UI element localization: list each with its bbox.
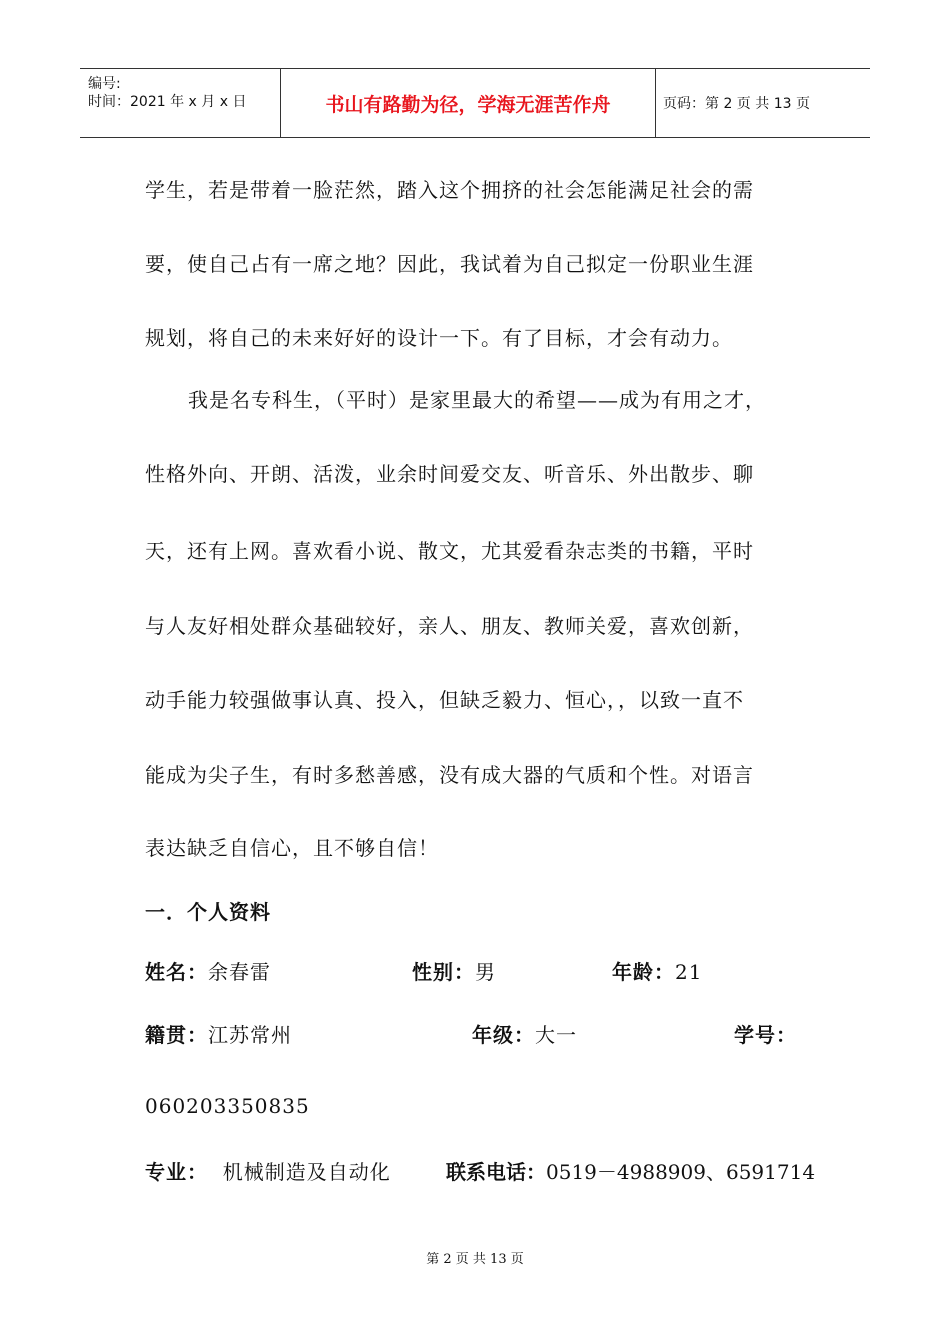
section-title: 一．个人资料 [145, 900, 271, 924]
name-row [145, 956, 271, 985]
student-id-label: 学号： [734, 1023, 797, 1047]
paragraph-line: 学生，若是带着一脸茫然，踏入这个拥挤的社会怎能满足社会的需 [145, 178, 754, 202]
paragraph-line: 与人友好相处群众基础较好，亲人、朋友、教师关爱，喜欢创新， [145, 614, 754, 638]
gender-row [412, 956, 496, 985]
document-header [80, 68, 870, 138]
paragraph-line: 动手能力较强做事认真、投入，但缺乏毅力、恒心，，以致一直不 [145, 688, 744, 712]
document-date: 时间：2021 年 x 月 x 日 [88, 94, 247, 110]
major-value: 机械制造及自动化 [222, 1160, 391, 1184]
grade-value: 大一 [535, 1023, 577, 1047]
major-row [145, 1156, 391, 1185]
name-label: 姓名： [145, 960, 208, 984]
phone-value: 0519－4988909、6591714 [546, 1160, 816, 1184]
name-value: 余春雷 [208, 960, 271, 984]
document-number-label: 编号: [88, 76, 121, 92]
paragraph-line: 天，还有上网。喜欢看小说、散文，尤其爱看杂志类的书籍，平时 [145, 539, 754, 563]
paragraph-line: 要，使自己占有一席之地？因此，我试着为自己拟定一份职业生涯 [145, 252, 754, 276]
age-value: 21 [675, 960, 703, 984]
hometown-label: 籍贯： [145, 1023, 208, 1047]
gender-value: 男 [475, 960, 496, 984]
grade-label: 年级： [472, 1023, 535, 1047]
phone-label: 联系电话： [446, 1160, 546, 1184]
header-page-cell [655, 69, 870, 137]
hometown-row [145, 1019, 292, 1048]
header-page-info: 页码：第 2 页 共 13 页 [663, 96, 810, 112]
header-motto: 书山有路勤为径，学海无涯苦作舟 [325, 93, 611, 116]
hometown-value: 江苏常州 [208, 1023, 292, 1047]
student-id-value: 060203350835 [145, 1094, 310, 1118]
grade-row [472, 1019, 577, 1048]
header-motto-cell [280, 69, 656, 137]
paragraph-line: 表达缺乏自信心，且不够自信！ [145, 836, 439, 860]
paragraph-line: 我是名专科生，（平时）是家里最大的希望——成为有用之才， [188, 388, 766, 412]
header-meta-cell [80, 69, 280, 137]
phone-row [446, 1156, 815, 1185]
age-label: 年龄： [612, 960, 675, 984]
paragraph-line: 能成为尖子生，有时多愁善感，没有成大器的气质和个性。对语言 [145, 763, 754, 787]
page-footer: 第 2 页 共 13 页 [426, 1252, 524, 1267]
student-id-row [734, 1019, 797, 1048]
gender-label: 性别： [412, 960, 475, 984]
major-label: 专业： [145, 1160, 208, 1184]
paragraph-line: 性格外向、开朗、活泼，业余时间爱交友、听音乐、外出散步、聊 [145, 462, 754, 486]
age-row [612, 956, 702, 985]
paragraph-line: 规划，将自己的未来好好的设计一下。有了目标，才会有动力。 [145, 326, 733, 350]
